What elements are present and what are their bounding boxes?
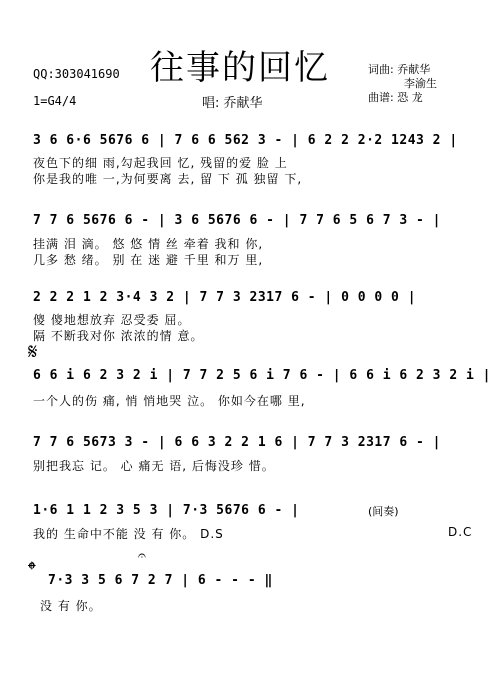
notation-row-4: 6 6 i 6 2 3 2 i | 7 7 2 5 6 i 7 6 - | 6 6 i 6 2 3 2 i | bbox=[33, 368, 491, 383]
qq-number: QQ:303041690 bbox=[33, 67, 120, 81]
interlude-label: (间奏) bbox=[368, 505, 399, 518]
lyric-row-6: 我的 生命中不能 没 有 你。 D.S bbox=[33, 527, 224, 541]
singer-label: 唱: 乔献华 bbox=[202, 96, 263, 111]
fermata-icon: 𝄐 bbox=[138, 548, 146, 564]
lyric-row-3b: 隔 不断我对你 浓浓的情 意。 bbox=[33, 329, 204, 343]
lyric-row-5: 别把我忘 记。 心 痛无 语, 后悔没珍 惜。 bbox=[33, 459, 275, 473]
segno-icon: 𝄋 bbox=[28, 340, 38, 365]
transcriber-label: 曲谱: 恐 龙 bbox=[368, 91, 423, 104]
lyric-row-4: 一个人的伤 痛, 悄 悄地哭 泣。 你如今在哪 里, bbox=[33, 394, 306, 408]
lyric-row-3a: 傻 傻地想放弃 忍受委 屈。 bbox=[33, 313, 191, 327]
song-title: 往事的回忆 bbox=[150, 48, 330, 88]
lyric-row-7: 没 有 你。 bbox=[40, 599, 102, 613]
dc-label: D.C bbox=[448, 525, 473, 539]
lyric-row-1b: 你是我的唯 一,为何要离 去, 留 下 孤 独留 下, bbox=[33, 172, 303, 186]
notation-row-7: 7·3 3 5 6 7 2 7 | 6 - - - ‖ bbox=[48, 573, 273, 588]
notation-row-6: 1·6 1 1 2 3 5 3 | 7·3 5676 6 - | bbox=[33, 503, 300, 518]
notation-row-2: 7 7 6 5676 6 - | 3 6 5676 6 - | 7 7 6 5 6 7 3 - | bbox=[33, 213, 442, 228]
lyric-row-2a: 挂满 泪 滴。 悠 悠 情 丝 牵着 我和 你, bbox=[33, 237, 264, 251]
credits-block bbox=[368, 63, 437, 105]
composer-label: 词曲: 乔献华 bbox=[368, 63, 431, 76]
notation-row-5: 7 7 6 5673 3 - | 6 6 3 2 2 1 6 | 7 7 3 2317 6 - | bbox=[33, 435, 442, 450]
composer2-label: 李渝生 bbox=[404, 77, 437, 90]
lyric-row-1a: 夜色下的细 雨,勾起我回 忆, 残留的爱 脸 上 bbox=[33, 156, 288, 170]
lyric-row-2b: 几多 愁 绪。 别 在 迷 避 千里 和万 里, bbox=[33, 253, 264, 267]
key-signature: 1=G4/4 bbox=[33, 94, 77, 108]
coda-icon: 𝄌 bbox=[28, 558, 36, 583]
notation-row-3: 2 2 2 1 2 3·4 3 2 | 7 7 3 2317 6 - | 0 0 0 0 | bbox=[33, 290, 417, 305]
notation-row-1: 3 6 6·6 5676 6 | 7 6 6 562 3 - | 6 2 2 2·2 1243 2 | bbox=[33, 133, 458, 148]
